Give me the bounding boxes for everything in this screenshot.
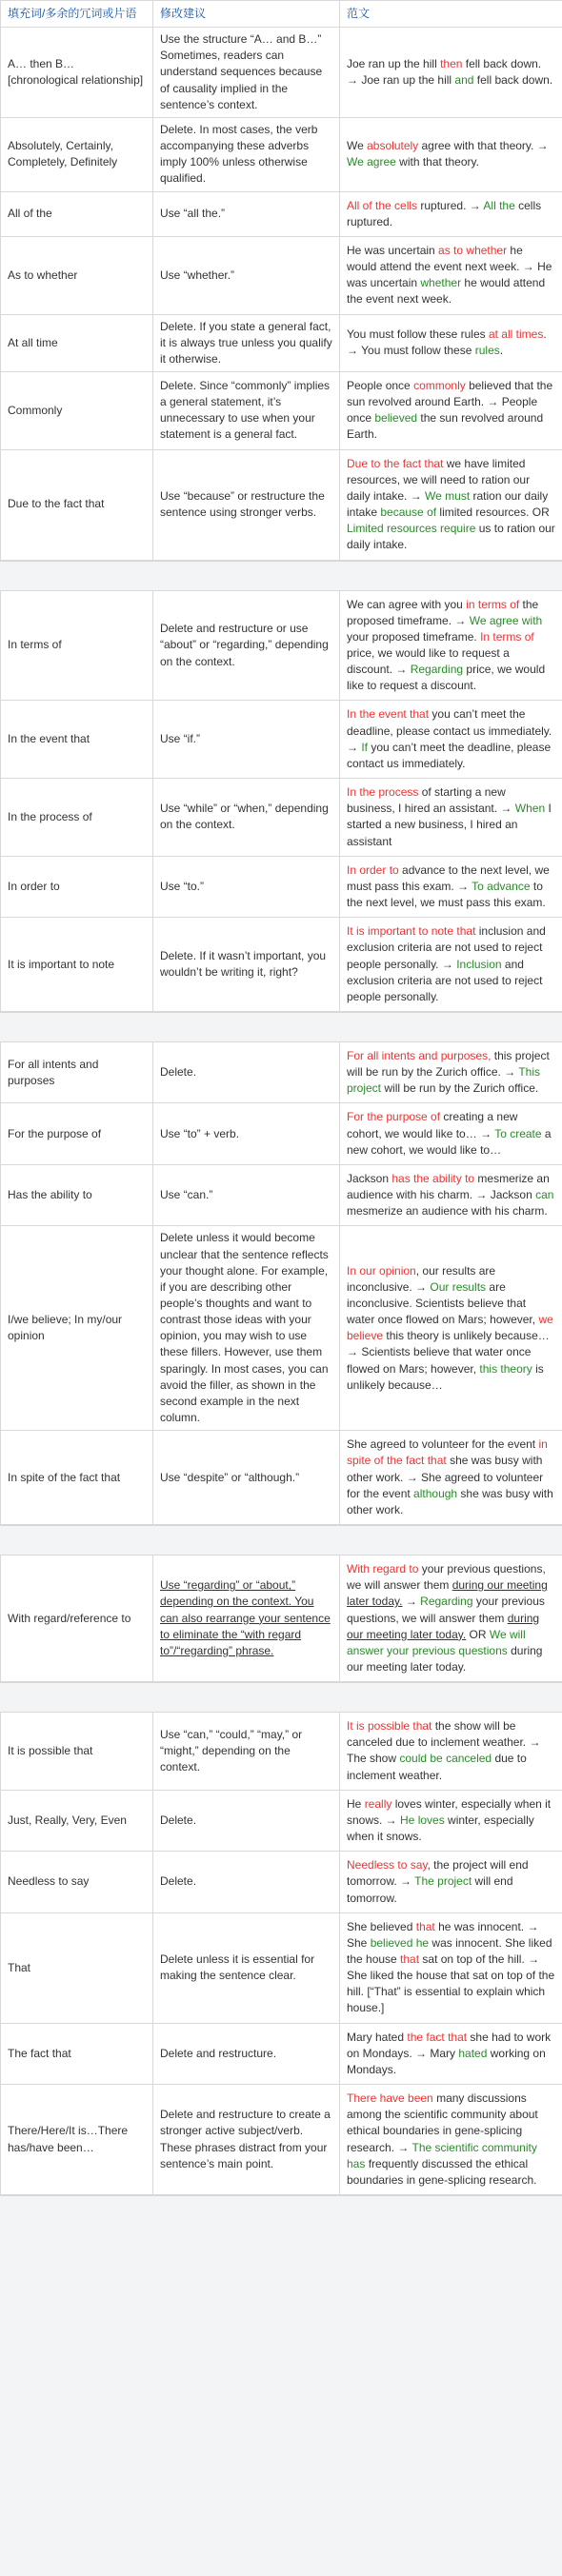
example-segment: I started a new business, I hired an assistant	[347, 802, 552, 848]
example-cell	[340, 28, 562, 118]
example-segment: this project will be run by the Zurich office. →	[347, 1048, 550, 1080]
suggestion-cell: Delete. If you state a general fact, it is always true unless you qualify it otherwise.	[153, 314, 340, 371]
example-segment: in spite of the fact that	[347, 1437, 548, 1468]
phrase-cell: Needless to say	[1, 1852, 153, 1912]
example-segment: the sun revolved around Earth.	[347, 411, 544, 442]
example-segment: All the	[483, 198, 515, 212]
example-segment: really	[364, 1796, 392, 1811]
example-cell	[340, 191, 562, 236]
example-cell	[340, 856, 562, 917]
example-segment: Needless to say	[347, 1858, 428, 1873]
example-segment: limited resources. OR	[436, 505, 550, 520]
phrase-cell: Absolutely, Certainly, Completely, Definitely	[1, 117, 153, 191]
example-segment: a new cohort, we would like to…	[347, 1126, 552, 1157]
example-segment: he would attend the event next week.	[347, 276, 546, 307]
example-segment: It is important to note that	[347, 924, 476, 939]
phrase-cell: Due to the fact that	[1, 449, 153, 560]
example-segment: loves winter, especially when it snows. →	[347, 1796, 552, 1827]
example-segment: In the process	[347, 785, 419, 800]
example-segment: For all intents and purposes,	[347, 1048, 492, 1062]
example-segment: due to inclement weather.	[347, 1752, 527, 1782]
phrase-cell: In the event that	[1, 701, 153, 779]
example-segment: We will answer your previous questions	[347, 1627, 526, 1657]
suggestion-cell: Use “all the.”	[153, 191, 340, 236]
phrase-cell: With regard/reference to	[1, 1556, 153, 1682]
table-row	[1, 1790, 562, 1851]
example-segment: that	[400, 1952, 420, 1966]
example-segment: whether	[420, 276, 462, 290]
suggestion-cell: Delete. If it wasn’t important, you wouldn’t be writing it, right?	[153, 918, 340, 1012]
example-segment: Our results	[430, 1279, 487, 1294]
example-segment: Regarding	[410, 663, 464, 677]
example-segment: In our opinion	[347, 1263, 416, 1278]
example-segment: can	[535, 1188, 554, 1202]
example-segment: she had to work on Mondays. → Mary	[347, 2030, 552, 2060]
phrase-cell: In spite of the fact that	[1, 1431, 153, 1525]
section-gap	[0, 1526, 562, 1555]
example-segment: commonly	[413, 378, 466, 392]
phrase-cell: In terms of	[1, 590, 153, 701]
example-segment: agree with that theory. →	[418, 139, 549, 153]
example-segment: inclusion and exclusion criteria are not used to reject people personally. →	[347, 924, 546, 971]
suggestion-cell: Use “to” + verb.	[153, 1103, 340, 1164]
example-segment: Inclusion	[456, 957, 502, 971]
example-segment: He loves	[400, 1813, 445, 1827]
example-segment: fell back down. → Joe ran up the hill	[347, 56, 542, 88]
example-cell	[340, 2085, 562, 2195]
example-segment: There have been	[347, 2091, 433, 2106]
example-segment: will end tomorrow.	[347, 1874, 513, 1905]
example-segment: →	[402, 1595, 421, 1609]
phrase-cell: It is possible that	[1, 1713, 153, 1791]
example-segment: working on Mondays.	[347, 2046, 546, 2076]
example-segment: many discussions among the scientific community about ethical boundaries in gene-splicing research. →	[347, 2091, 538, 2154]
suggestion-cell: Use “if.”	[153, 701, 340, 779]
section-gap	[0, 562, 562, 590]
example-segment: the proposed timeframe. →	[347, 597, 539, 627]
phrase-table	[0, 590, 562, 1012]
example-segment: because of	[380, 505, 437, 520]
suggestion-cell: Delete.	[153, 1041, 340, 1102]
example-segment: We agree	[347, 155, 396, 169]
example-segment: We	[347, 139, 368, 153]
suggestion-cell: Use “can,” “could,” “may,” or “might,” depending on the context.	[153, 1713, 340, 1791]
suggestion-cell: Use “while” or “when,” depending on the context.	[153, 779, 340, 857]
example-segment: price, we would like to request a discount. →	[347, 646, 510, 677]
table-header-row	[1, 1, 562, 28]
example-cell	[340, 449, 562, 560]
phrase-cell: Has the ability to	[1, 1164, 153, 1225]
example-segment: If	[361, 740, 369, 754]
example-segment: He	[347, 1796, 365, 1811]
example-segment: to the next level, we must pass this exam.	[347, 879, 546, 910]
example-cell	[340, 117, 562, 191]
table-section	[0, 1555, 562, 1683]
example-segment: People once	[347, 378, 414, 392]
example-segment: during our meeting later today.	[347, 1611, 540, 1641]
example-segment: will be run by the Zurich office.	[381, 1081, 539, 1096]
phrase-cell: Just, Really, Very, Even	[1, 1790, 153, 1851]
example-segment: , the project will end tomorrow. →	[347, 1858, 529, 1889]
example-segment: mesmerize an audience with his charm. → Jackson	[347, 1171, 550, 1202]
example-segment: you can’t meet the deadline, please contact us immediately. →	[347, 707, 552, 754]
example-segment: Limited resources require	[347, 522, 476, 536]
table-row	[1, 371, 562, 449]
example-cell	[340, 918, 562, 1012]
example-segment: Mary hated	[347, 2030, 408, 2044]
example-segment: OR	[466, 1627, 490, 1641]
phrase-table	[0, 1712, 562, 2195]
example-segment: this theory	[479, 1361, 532, 1376]
phrase-cell: All of the	[1, 191, 153, 236]
example-segment: She agreed to volunteer for the event	[347, 1437, 539, 1452]
example-segment: The project	[414, 1874, 472, 1889]
phrase-table	[0, 1555, 562, 1682]
example-cell	[340, 1556, 562, 1682]
table-row	[1, 1852, 562, 1912]
example-segment: When	[514, 802, 546, 816]
table-section	[0, 0, 562, 562]
example-cell	[340, 1164, 562, 1225]
example-segment: This project	[347, 1065, 540, 1096]
example-segment: The scientific community has	[347, 2140, 537, 2170]
example-segment: as to whether	[438, 243, 508, 257]
example-segment: us to ration our daily intake.	[347, 522, 555, 552]
example-cell	[340, 1041, 562, 1102]
example-segment: In the event that	[347, 707, 430, 722]
suggestion-cell: Delete unless it would become unclear that the sentence reflects your thought alone. For example, if you are describing other people’s thoughts and want to contrast those ideas with your opinion, you may wish to use these fillers. However, use them sparingly. In most cases, you can avoid the filler, as shown in the second example in the next column.	[153, 1226, 340, 1431]
phrase-cell: As to whether	[1, 236, 153, 314]
table-row	[1, 1431, 562, 1525]
table-section	[0, 1041, 562, 1526]
example-cell	[340, 314, 562, 371]
example-segment: creating a new cohort, we would like to… →	[347, 1110, 518, 1140]
suggestion-cell: Delete and restructure or use “about” or “regarding,” depending on the context.	[153, 590, 340, 701]
example-segment: With regard to	[347, 1562, 419, 1576]
suggestion-cell: Use “despite” or “although.”	[153, 1431, 340, 1525]
example-segment: was innocent. She liked the house	[347, 1935, 552, 1966]
example-segment: hated	[458, 2046, 488, 2060]
example-segment: in terms of	[466, 597, 520, 611]
suggestion-cell: Use “to.”	[153, 856, 340, 917]
example-segment: he would attend the event next week. → He was uncertain	[347, 243, 552, 290]
table-row	[1, 1164, 562, 1225]
example-cell	[340, 701, 562, 779]
example-segment: and exclusion criteria are not used to reject people personally.	[347, 957, 543, 1003]
suggestion-cell: Use “regarding” or “about,” depending on the context. You can also rearrange your sentence to eliminate the “with regard to”/“regarding” phrase.	[153, 1556, 340, 1682]
example-segment: we have limited resources, we will need to ration our daily intake. →	[347, 456, 531, 503]
example-segment: We agree with	[469, 613, 543, 627]
example-segment: ration our daily intake	[347, 488, 549, 520]
example-cell	[340, 1852, 562, 1912]
suggestion-cell: Delete.	[153, 1790, 340, 1851]
table-row	[1, 590, 562, 701]
example-segment: the show will be canceled due to inclement weather. → The show	[347, 1719, 541, 1766]
phrase-cell: In order to	[1, 856, 153, 917]
table-row	[1, 449, 562, 560]
example-segment: absolutely	[367, 139, 419, 153]
example-segment: believed	[374, 411, 418, 426]
phrase-cell: That	[1, 1912, 153, 2023]
suggestion-cell: Delete and restructure to create a stronger active subject/verb. These phrases distract from your sentence’s main point.	[153, 2085, 340, 2195]
example-cell	[340, 1790, 562, 1851]
example-segment: Regarding	[420, 1595, 473, 1609]
example-segment: He was uncertain	[347, 243, 439, 257]
example-segment: .	[499, 344, 504, 358]
table-row	[1, 314, 562, 371]
table-row	[1, 1556, 562, 1682]
example-cell	[340, 1431, 562, 1525]
example-cell	[340, 1912, 562, 2023]
table-row	[1, 236, 562, 314]
example-cell	[340, 590, 562, 701]
example-segment: To advance	[472, 879, 531, 893]
example-segment: we believe	[347, 1313, 553, 1343]
example-segment: you can’t meet the deadline, please contact us immediately.	[347, 740, 552, 770]
example-segment: believed that the sun revolved around Earth. → People once	[347, 378, 553, 426]
example-segment: For the purpose of	[347, 1110, 441, 1124]
example-segment: cells ruptured.	[347, 198, 542, 228]
example-segment: In order to	[347, 862, 399, 877]
example-segment: mesmerize an audience with his charm.	[347, 1204, 548, 1219]
example-segment: It is possible that	[347, 1719, 432, 1734]
header-suggestion: 修改建议	[153, 1, 340, 28]
table-row	[1, 918, 562, 1012]
example-segment: the fact that	[407, 2030, 468, 2044]
table-row	[1, 1713, 562, 1791]
header-example: 范文	[340, 1, 562, 28]
example-segment: during our meeting later today.	[347, 1578, 548, 1609]
example-segment: that	[415, 1919, 435, 1933]
example-segment: your previous questions, we will answer them	[347, 1562, 546, 1593]
table-row	[1, 117, 562, 191]
example-cell	[340, 236, 562, 314]
table-row	[1, 779, 562, 857]
table-row	[1, 1041, 562, 1102]
phrase-cell: I/we believe; In my/our opinion	[1, 1226, 153, 1431]
table-section	[0, 590, 562, 1013]
example-segment: All of the cells	[347, 198, 418, 212]
table-row	[1, 1912, 562, 2023]
example-segment: could be canceled	[399, 1752, 492, 1766]
suggestion-cell: Delete. Since “commonly” implies a general statement, it’s unnecessary to use when your statement is a general fact.	[153, 371, 340, 449]
example-segment: believed he	[370, 1935, 430, 1950]
example-segment: with that theory.	[395, 155, 479, 169]
suggestion-cell: Use “can.”	[153, 1164, 340, 1225]
example-segment: then	[440, 56, 463, 70]
section-gap	[0, 1683, 562, 1712]
suggestion-cell: Use “because” or restructure the sentence using stronger verbs.	[153, 449, 340, 560]
table-row	[1, 191, 562, 236]
section-gap	[0, 1013, 562, 1041]
suggestion-cell: Delete and restructure.	[153, 2023, 340, 2084]
example-segment: She believed	[347, 1919, 416, 1933]
example-cell	[340, 1103, 562, 1164]
phrase-cell: For the purpose of	[1, 1103, 153, 1164]
example-segment: ruptured. →	[417, 198, 484, 212]
example-segment: and	[454, 73, 474, 88]
example-segment: are inconclusive. Scientists believe that water once flowed on Mars; however,	[347, 1279, 539, 1327]
example-segment: winter, especially when it snows.	[347, 1813, 534, 1844]
example-segment: your previous questions, we will answer them	[347, 1595, 545, 1625]
table-row	[1, 701, 562, 779]
example-segment: although	[413, 1486, 458, 1500]
phrase-cell: It is important to note	[1, 918, 153, 1012]
phrase-table	[0, 0, 562, 561]
suggestion-cell: Use “whether.”	[153, 236, 340, 314]
table-row	[1, 28, 562, 118]
suggestion-cell: Use the structure “A… and B…” Sometimes, readers can understand sequences because of causality implied in the sentence’s context.	[153, 28, 340, 118]
phrase-cell: For all intents and purposes	[1, 1041, 153, 1102]
example-cell	[340, 1713, 562, 1791]
example-segment: Jackson	[347, 1171, 392, 1185]
example-segment: fell back down.	[473, 73, 553, 88]
example-segment: , our results are inconclusive. →	[347, 1263, 496, 1294]
phrase-cell: Commonly	[1, 371, 153, 449]
example-cell	[340, 371, 562, 449]
table-row	[1, 2023, 562, 2084]
example-segment: You must follow these rules	[347, 327, 489, 342]
suggestion-cell: Delete.	[153, 1852, 340, 1912]
example-segment: has the ability to	[391, 1171, 475, 1185]
example-segment: of starting a new business, I hired an assistant. →	[347, 785, 515, 816]
example-segment: he was innocent. → She	[347, 1919, 539, 1950]
example-cell	[340, 779, 562, 857]
example-segment: is unlikely because…	[347, 1361, 544, 1392]
example-segment: she was busy with other work.	[347, 1486, 553, 1516]
example-segment: We can agree with you	[347, 597, 467, 611]
header-phrase: 填充词/多余的冗词或片语	[1, 1, 153, 28]
table-section	[0, 1712, 562, 2196]
example-segment: she was busy with other work. → She agreed to volunteer for the event	[347, 1454, 544, 1500]
example-cell	[340, 2023, 562, 2084]
example-segment: . → You must follow these	[347, 327, 547, 358]
suggestion-cell: Delete unless it is essential for making the sentence clear.	[153, 1912, 340, 2023]
example-cell	[340, 1226, 562, 1431]
phrase-cell: A… then B… [chronological relationship]	[1, 28, 153, 118]
table-row	[1, 856, 562, 917]
example-segment: sat on top of the hill. → She liked the house that sat on top of the hill. [“That” is essential to explain which house.]	[347, 1952, 555, 2015]
phrase-cell: At all time	[1, 314, 153, 371]
phrase-table	[0, 1041, 562, 1525]
example-segment: your proposed timeframe.	[347, 629, 481, 644]
example-segment: price, we would like to request a discount.	[347, 663, 546, 693]
example-segment: this theory is unlikely because… → Scientists believe that water once flowed on Mars; however,	[347, 1329, 550, 1376]
phrase-cell: There/Here/It is…There has/have been…	[1, 2085, 153, 2195]
example-segment: rules	[474, 344, 500, 358]
example-segment: at all times	[488, 327, 544, 342]
example-segment: We must	[425, 488, 471, 503]
example-segment: during our meeting later today.	[347, 1643, 543, 1674]
example-segment: Due to the fact that	[347, 456, 444, 470]
example-segment: frequently discussed the ethical boundaries in gene-splicing research.	[347, 2156, 537, 2187]
table-row	[1, 1226, 562, 1431]
example-segment: To create	[494, 1126, 542, 1140]
table-row	[1, 1103, 562, 1164]
suggestion-cell: Delete. In most cases, the verb accompanying these adverbs imply 100% unless otherwise qualified.	[153, 117, 340, 191]
phrase-cell: In the process of	[1, 779, 153, 857]
table-row	[1, 2085, 562, 2195]
example-segment: Joe ran up the hill	[347, 56, 441, 70]
phrase-cell: The fact that	[1, 2023, 153, 2084]
example-segment: advance to the next level, we must pass this exam. →	[347, 862, 550, 893]
example-segment: In terms of	[480, 629, 534, 644]
